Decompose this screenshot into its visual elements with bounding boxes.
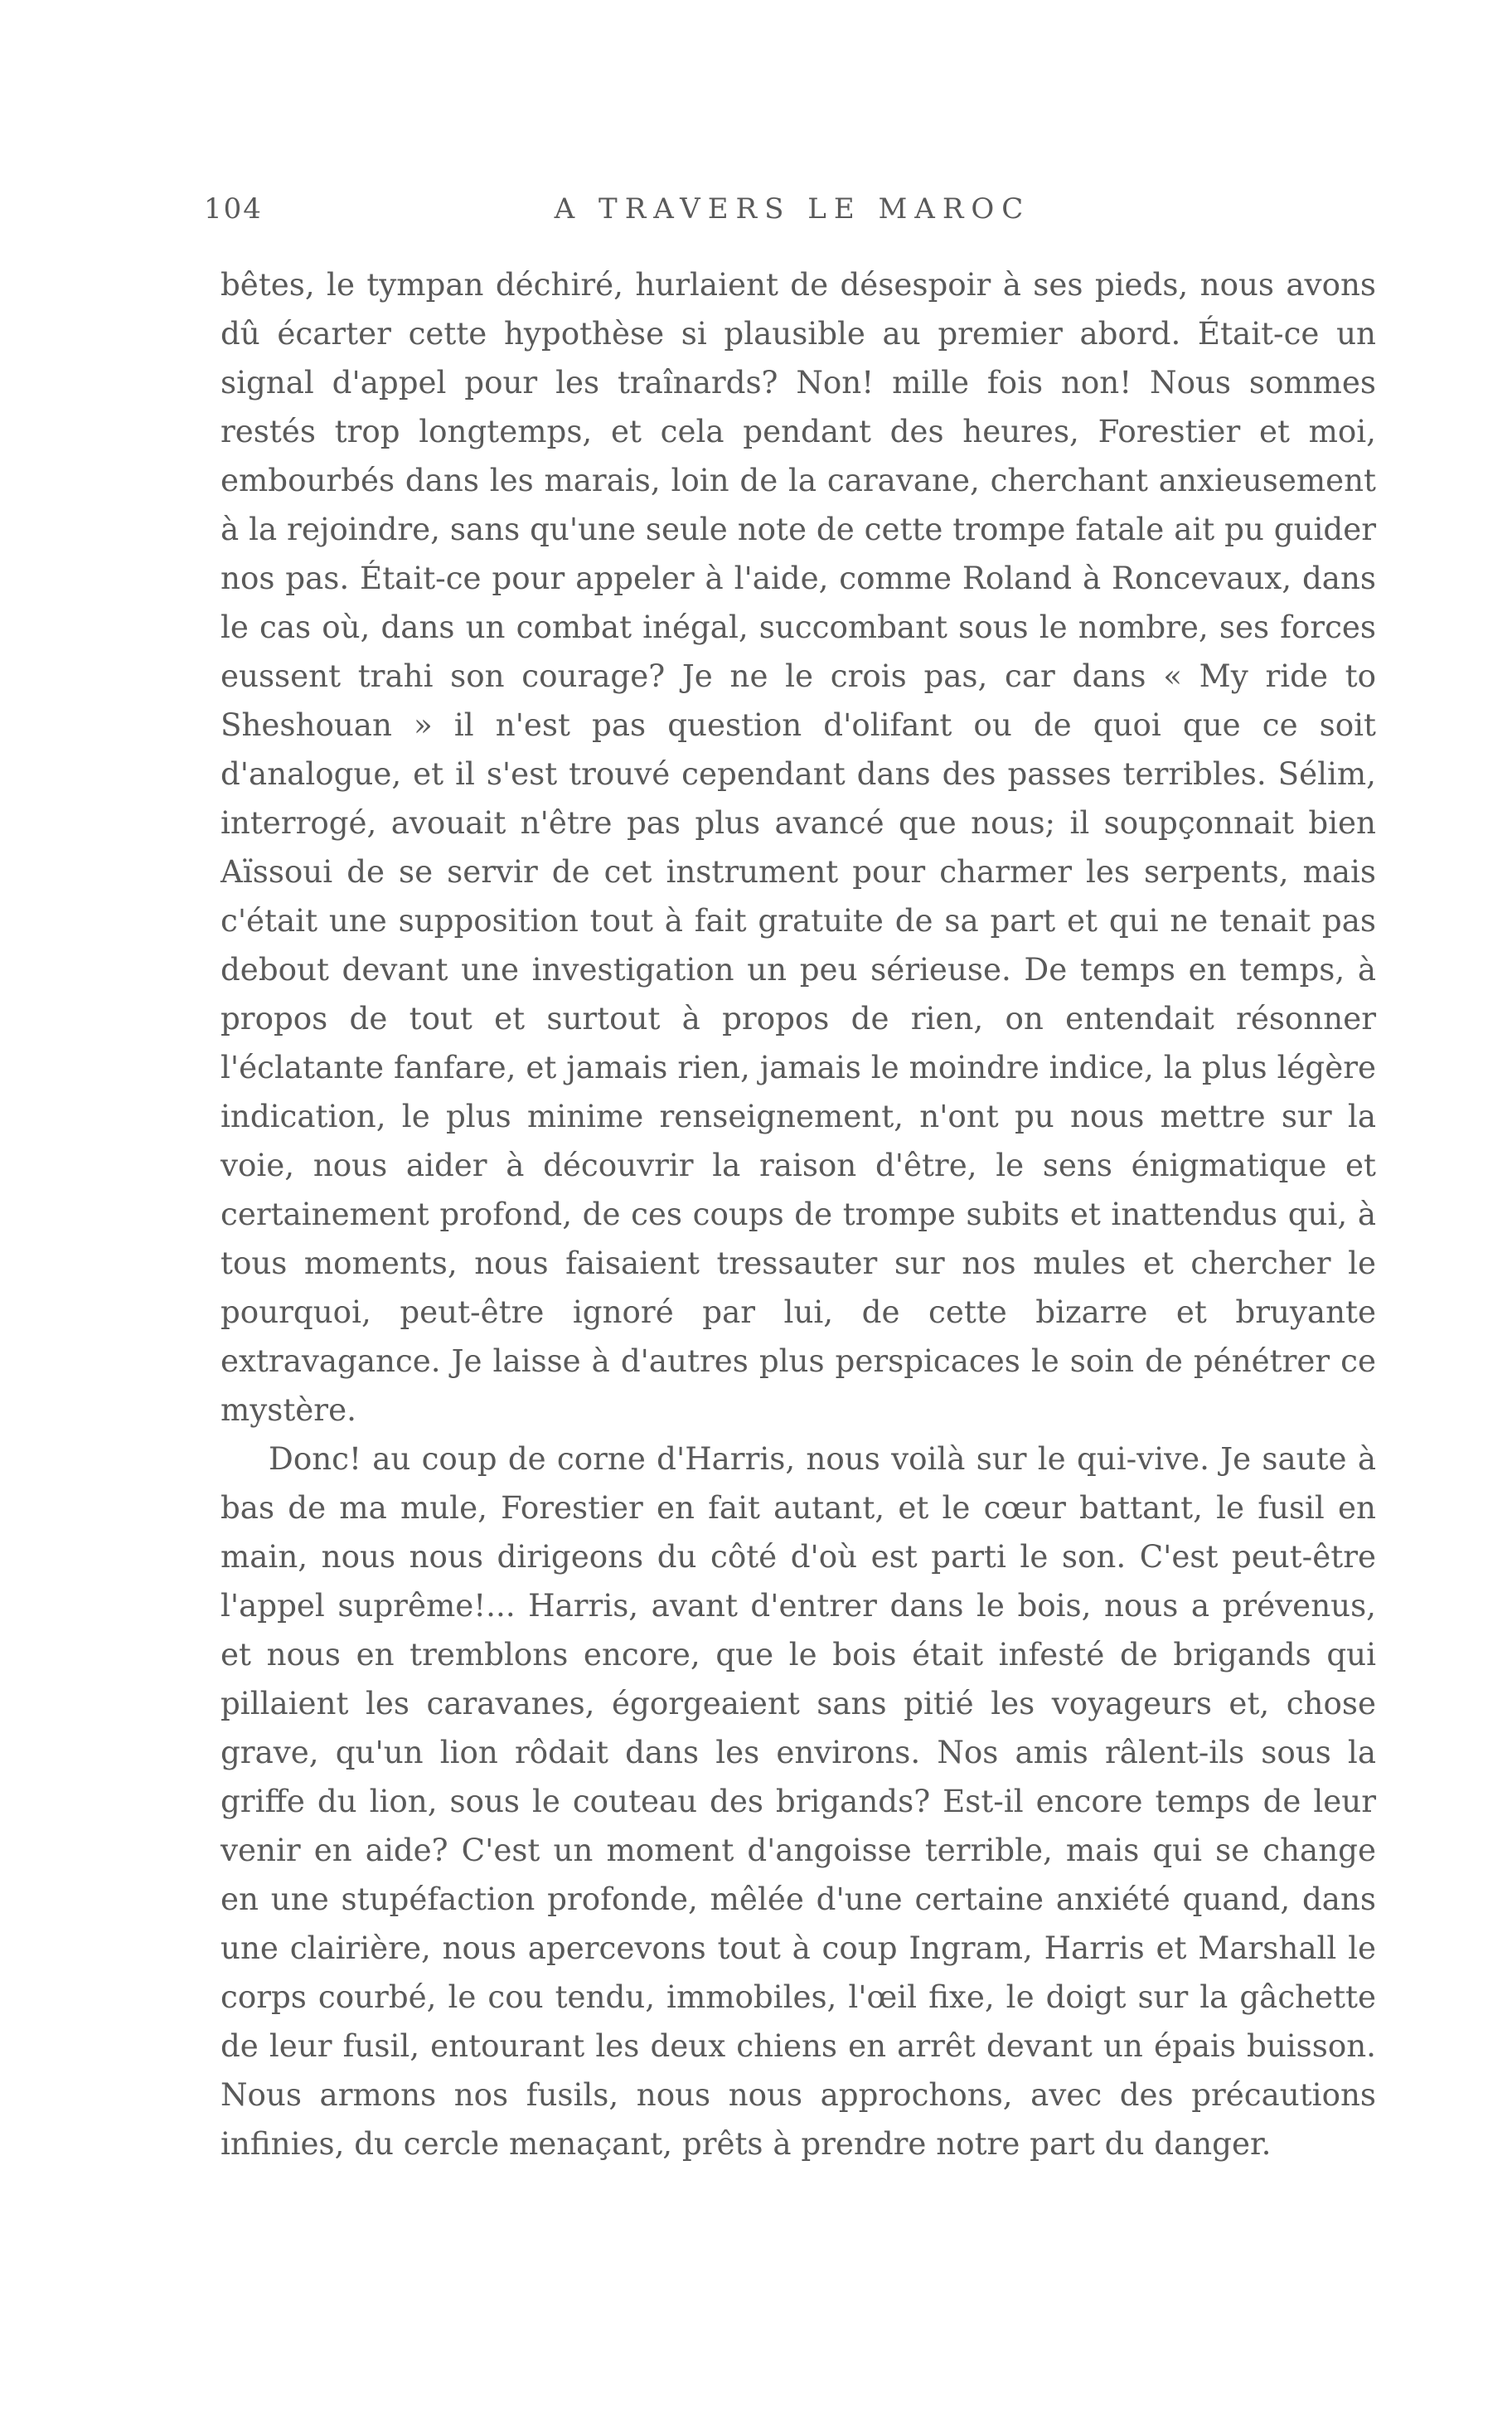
text-body	[220, 260, 1376, 2168]
page-number: 104	[204, 192, 263, 226]
running-title: A TRAVERS LE MAROC	[554, 192, 1031, 226]
paragraph-new: Donc! au coup de corne d'Harris, nous voilà sur le qui-vive. Je saute à bas de ma mule, Forestier en fait autant, et le cœur battant, le fusil en main, nous nous dirigeons du côté d'où est parti le son. C'est peut-être l'appel suprême!... Harris, avant d'entrer dans le bois, nous a prévenus, et nous en tremblons encore, que le bois était infesté de brigands qui pillaient les caravanes, égorgeaient sans pitié les voyageurs et, chose grave, qu'un lion rôdait dans les environs. Nos amis râlent-ils sous la griffe du lion, sous le couteau des brigands? Est-il encore temps de leur venir en aide? C'est un moment d'angoisse terrible, mais qui se change en une stupéfaction profonde, mêlée d'une certaine anxiété quand, dans une clairière, nous apercevons tout à coup Ingram, Harris et Marshall le corps courbé, le cou tendu, immobiles, l'œil fixe, le doigt sur la gâchette de leur fusil, entourant les deux chiens en arrêt devant un épais buisson. Nous armons nos fusils, nous nous approchons, avec des précautions infinies, du cercle menaçant, prêts à prendre notre part du danger.	[220, 1440, 1376, 2162]
page-header	[204, 192, 1381, 242]
paragraph-continued: bêtes, le tympan déchiré, hurlaient de désespoir à ses pieds, nous avons dû écarter cette hypothèse si plausible au premier abord. Était-ce un signal d'appel pour les traînards? Non! mille fois non! Nous sommes restés trop longtemps, et cela pendant des heures, Forestier et moi, embourbés dans les marais, loin de la caravane, cherchant anxieusement à la rejoindre, sans qu'une seule note de cette trompe fatale ait pu guider nos pas. Était-ce pour appeler à l'aide, comme Roland à Roncevaux, dans le cas où, dans un combat inégal, succombant sous le nombre, ses forces eussent trahi son courage? Je ne le crois pas, car dans « My ride to Sheshouan » il n'est pas question d'olifant ou de quoi que ce soit d'analogue, et il s'est trouvé cependant dans des passes terribles. Sélim, interrogé, avouait n'être pas plus avancé que nous; il soupçonnait bien Aïssoui de se servir de cet instrument pour charmer les serpents, mais c'était une supposition tout à fait gratuite de sa part et qui ne tenait pas debout devant une investigation un peu sérieuse. De temps en temps, à propos de tout et surtout à propos de rien, on entendait résonner l'éclatante fanfare, et jamais rien, jamais le moindre indice, la plus légère indication, le plus minime renseignement, n'ont pu nous mettre sur la voie, nous aider à découvrir la raison d'être, le sens énigmatique et certainement profond, de ces coups de trompe subits et inattendus qui, à tous moments, nous faisaient tressauter sur nos mules et chercher le pourquoi, peut-être ignoré par lui, de cette bizarre et bruyante extravagance. Je laisse à d'autres plus perspicaces le soin de pénétrer ce mystère.	[220, 266, 1376, 1428]
